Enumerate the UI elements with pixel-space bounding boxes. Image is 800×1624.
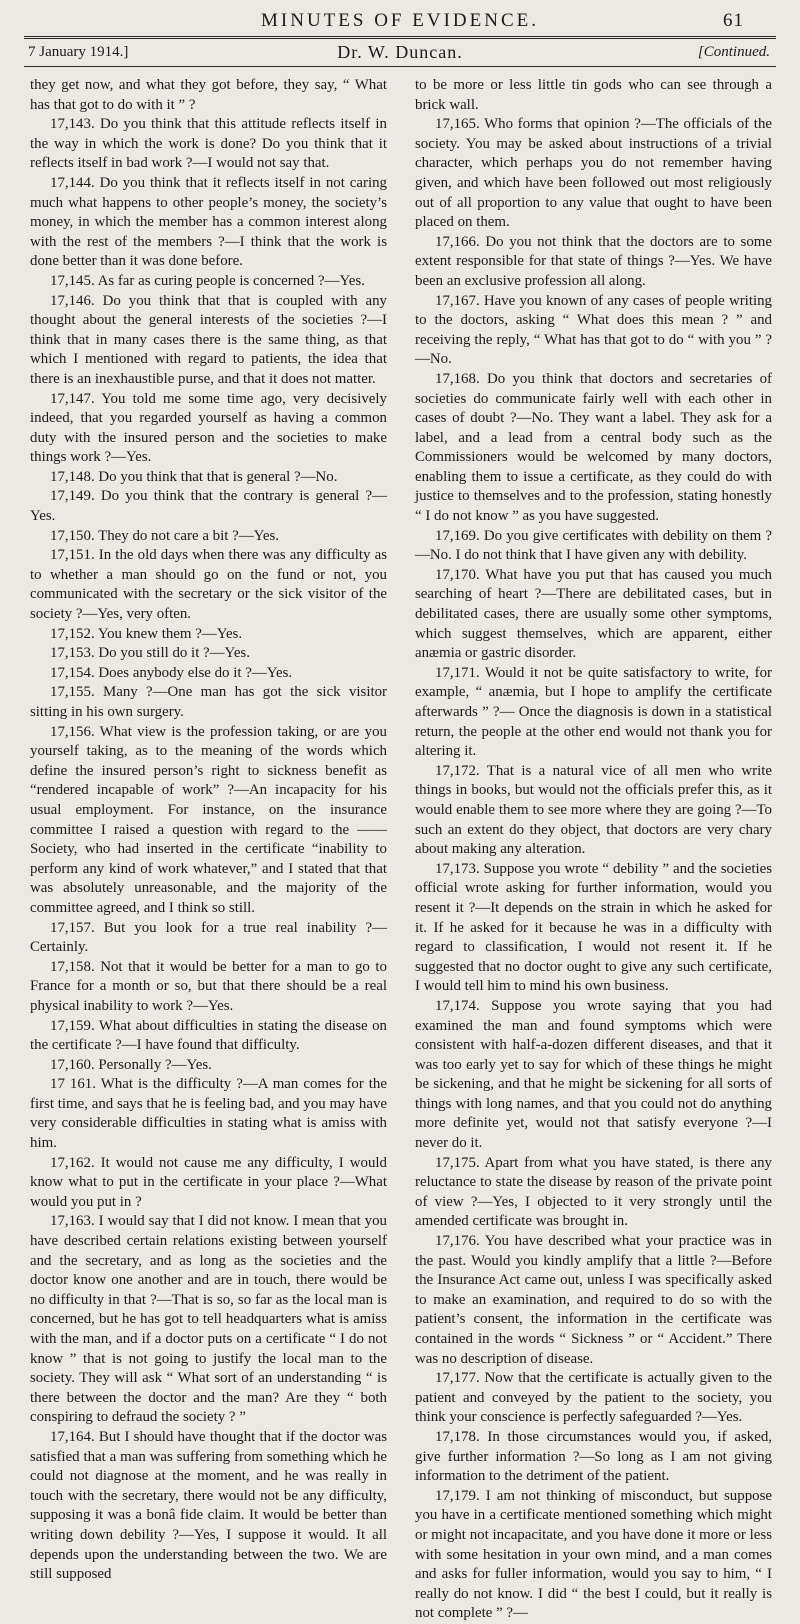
paragraph: 17,176. You have described what your practice was in the past. Would you kindly amplify that a little ?—Before the Insurance Act came out, unless I was specifically asked to make an examination, and required to do so with the patient’s consent, the information in the certificate was contained in the words “ Sickness ” or “ Accident.” There was no description of disease. bbox=[415, 1233, 772, 1367]
paragraph: 17,173. Suppose you wrote “ debility ” and the societies official wrote asking for further information, would you resent it ?—It depends on the strain in which he asked for it. If he asked for it because he was in a difficulty with regard to classification, I would not resent it. If he suggested that no doctor ought to give any such certificate, I would tell him to mind his own business. bbox=[415, 860, 772, 995]
paragraph: 17,171. Would it not be quite satisfactory to write, for example, “ anæmia, but I hope to amplify the certificate afterwards ” ?— Once the diagnosis is down in a statistical return, the people at the other end would not thank you for altering it. bbox=[415, 664, 772, 760]
paragraph: 17,164. But I should have thought that if the doctor was satisfied that a man was suffering from something which he could not diagnose at the moment, and he was really in touch with the secretary, there would not be any difficulty, supposing it was a bonâ fide claim. It would be better than writing down debility ?—Yes, I suppose it would. It all depends upon the understanding between the two. We are still supposed bbox=[30, 1428, 387, 1583]
paragraph: 17,151. In the old days when there was any difficulty as to whether a man should go on the fund or not, you communicated with the secretary or the sick visitor of the society ?—Yes, very often. bbox=[30, 547, 387, 623]
paragraph: 17,155. Many ?—One man has got the sick visitor sitting in his own surgery. bbox=[30, 684, 387, 720]
header-rule bbox=[24, 36, 776, 39]
paragraph: 17,152. You knew them ?—Yes. bbox=[50, 625, 243, 642]
paragraph: 17,165. Who forms that opinion ?—The officials of the society. You may be asked about instructions of a trivial character, which perhaps you do not remember having given, and which have been followed out most religiously out of all proportion to any value that ought to have been placed on them. bbox=[415, 116, 772, 231]
paragraph: 17,169. Do you give certificates with debility on them ?—No. I do not think that I have given any with debility. bbox=[415, 527, 772, 564]
paragraph: 17,145. As far as curing people is concerned ?—Yes. bbox=[50, 272, 365, 289]
left-column bbox=[30, 76, 387, 1583]
paragraph: 17,170. What have you put that has caused you much searching of heart ?—There are debilitated cases, but in debilitated cases, there are usually some other symptoms, which suggest themselves, which are apparent, either anæmia or gastric disorder. bbox=[415, 566, 772, 662]
paragraph: 17,166. Do you not think that the doctors are to some extent responsible for that state of things ?—Yes. We have been an exclusive profession all along. bbox=[415, 233, 772, 289]
paragraph: 17,144. Do you think that it reflects itself in not caring much what happens to other people’s money, the society’s money, in which the member has a common interest along with the rest of the members ?—I think that the work is done better than it was done before. bbox=[30, 174, 387, 270]
paragraph: 17,160. Personally ?—Yes. bbox=[50, 1056, 212, 1073]
running-head bbox=[0, 10, 800, 32]
paragraph: 17,143. Do you think that this attitude reflects itself in the way in which the work is done? Do you think that it reflects itself in bad work ?—I would not say that. bbox=[30, 116, 387, 172]
sitting-date: 7 January 1914.] bbox=[28, 44, 129, 60]
paragraph: to be more or less little tin gods who can see through a brick wall. bbox=[415, 77, 772, 113]
text-columns bbox=[30, 76, 772, 1622]
paragraph: 17 161. What is the difficulty ?—A man comes for the first time, and says that he is feeling bad, and you may have very considerable difficulties in stating what is amiss with him. bbox=[30, 1076, 387, 1152]
paragraph: 17,178. In those circumstances would you, if asked, give further information ?—So long as I am not giving information to the detriment of the patient. bbox=[415, 1428, 772, 1485]
paragraph: 17,172. That is a natural vice of all men who write things in books, but would not the officials prefer this, as it would enable them to see more where they are going ?—To such an extent do they object, that doctors are very chary about making any alteration. bbox=[415, 762, 772, 858]
paragraph: they get now, and what they got before, they say, “ What has that got to do with it ” ? bbox=[30, 77, 387, 113]
paragraph: 17,177. Now that the certificate is actually given to the patient and conveyed by the patient to the society, you think your conscience is perfectly safeguarded ?—Yes. bbox=[415, 1370, 772, 1426]
witness-name: Dr. W. Duncan. bbox=[337, 42, 463, 62]
paragraph: 17,159. What about difficulties in stating the disease on the certificate ?—I have found that difficulty. bbox=[30, 1017, 387, 1054]
paragraph: 17,168. Do you think that doctors and secretaries of societies do communicate fairly well with each other in cases of doubt ?—No. They want a label. They ask for a label, and a lead from a central body such as the Commissioners would be welcomed by many doctors, enabling them to issue a certificate, as they could do with justice to themselves and to the profession, stating honestly “ I do not know ” as you have suggested. bbox=[415, 370, 772, 525]
paragraph: 17,163. I would say that I did not know. I mean that you have described certain relations existing between yourself and the secretary, and as long as the societies and the doctor know one another and are in touch, there would be no difficulty in that ?—That is so, so far as the local man is concerned, but he has got to tell headquarters what is amiss with the man, and if a doctor puts on a certificate “ I do not know ” that is not going to justify the local man to the society. They will ask “ What sort of an understanding “ is there between the doctor and the man? Are they “ both conspiring to defraud the society ? ” bbox=[30, 1213, 387, 1426]
paragraph: 17,154. Does anybody else do it ?—Yes. bbox=[50, 664, 293, 681]
subheader-rule bbox=[24, 66, 776, 67]
paragraph: 17,167. Have you known of any cases of people writing to the doctors, asking “ What does this mean ? ” and receiving the reply, “ What has that got to do “ with you ” ?—No. bbox=[415, 292, 772, 368]
paragraph: 17,150. They do not care a bit ?—Yes. bbox=[50, 527, 279, 544]
paragraph: 17,175. Apart from what you have stated, is there any reluctance to state the disease by reason of the private point of view ?—Yes, I objected to it very strongly until the amended certificate was brought in. bbox=[415, 1154, 772, 1230]
paragraph: 17,149. Do you think that the contrary is general ?—Yes. bbox=[30, 488, 387, 525]
paragraph: 17,147. You told me some time ago, very decisively indeed, that you regarded yourself as having a common duty with the insured person and the societies to make things work ?—Yes. bbox=[30, 390, 387, 466]
paragraph: 17,148. Do you think that that is general ?—No. bbox=[50, 468, 338, 485]
subheader bbox=[0, 44, 800, 64]
page-number: 61 bbox=[723, 10, 744, 31]
continued-label: [Continued. bbox=[697, 44, 770, 60]
paragraph: 17,158. Not that it would be better for a man to go to France for a month or so, but that there should be a real physical inability to work ?—Yes. bbox=[30, 958, 387, 1014]
paragraph: 17,174. Suppose you wrote saying that you had examined the man and found symptoms which were consistent with half-a-dozen different diseases, and that it was too early yet to say for which of these things he might be sickening, and that he might be sickening for all sorts of things with long names, and that you could not do anything more definite yet, would not that satisfy everyone ?—I never do it. bbox=[415, 997, 772, 1152]
paragraph: 17,162. It would not cause me any difficulty, I would know what to put in the certificate in your place ?—What would you put in ? bbox=[30, 1154, 387, 1210]
page-title: MINUTES OF EVIDENCE. bbox=[261, 10, 539, 31]
paragraph: 17,153. Do you still do it ?—Yes. bbox=[50, 645, 250, 662]
paragraph: 17,157. But you look for a true real inability ?—Certainly. bbox=[30, 919, 387, 956]
paragraph: 17,146. Do you think that that is coupled with any thought about the general interests of the societies ?—I think that in many cases there is the same thing, as that which I mentioned with regard to patients, the idea that there is an inexhaustible purse, and that it does not matter. bbox=[30, 292, 387, 387]
paragraph: 17,179. I am not thinking of misconduct, but suppose you have in a certificate mentioned something which might or might not incapacitate, and you have done it more or less with some hesitation in your own mind, and a man comes and asks for fuller information, would you say to him, “ I really do not know. I did “ the best I could, but it really is not complete ” ?— bbox=[415, 1487, 772, 1622]
paragraph: 17,156. What view is the profession taking, or are you yourself taking, as to the meaning of the words which define the insured person’s right to sickness benefit as “rendered incapable of work” ?—An incapacity for his usual employment. For instance, on the insurance committee I raised a question with regard to the —— Society, who had inserted in the certificate “inability to perform any kind of work whatever,” and I stated that that was absolutely unreasonable, and the majority of the committee agreed, and I think so still. bbox=[30, 723, 387, 916]
right-column bbox=[415, 76, 772, 1622]
